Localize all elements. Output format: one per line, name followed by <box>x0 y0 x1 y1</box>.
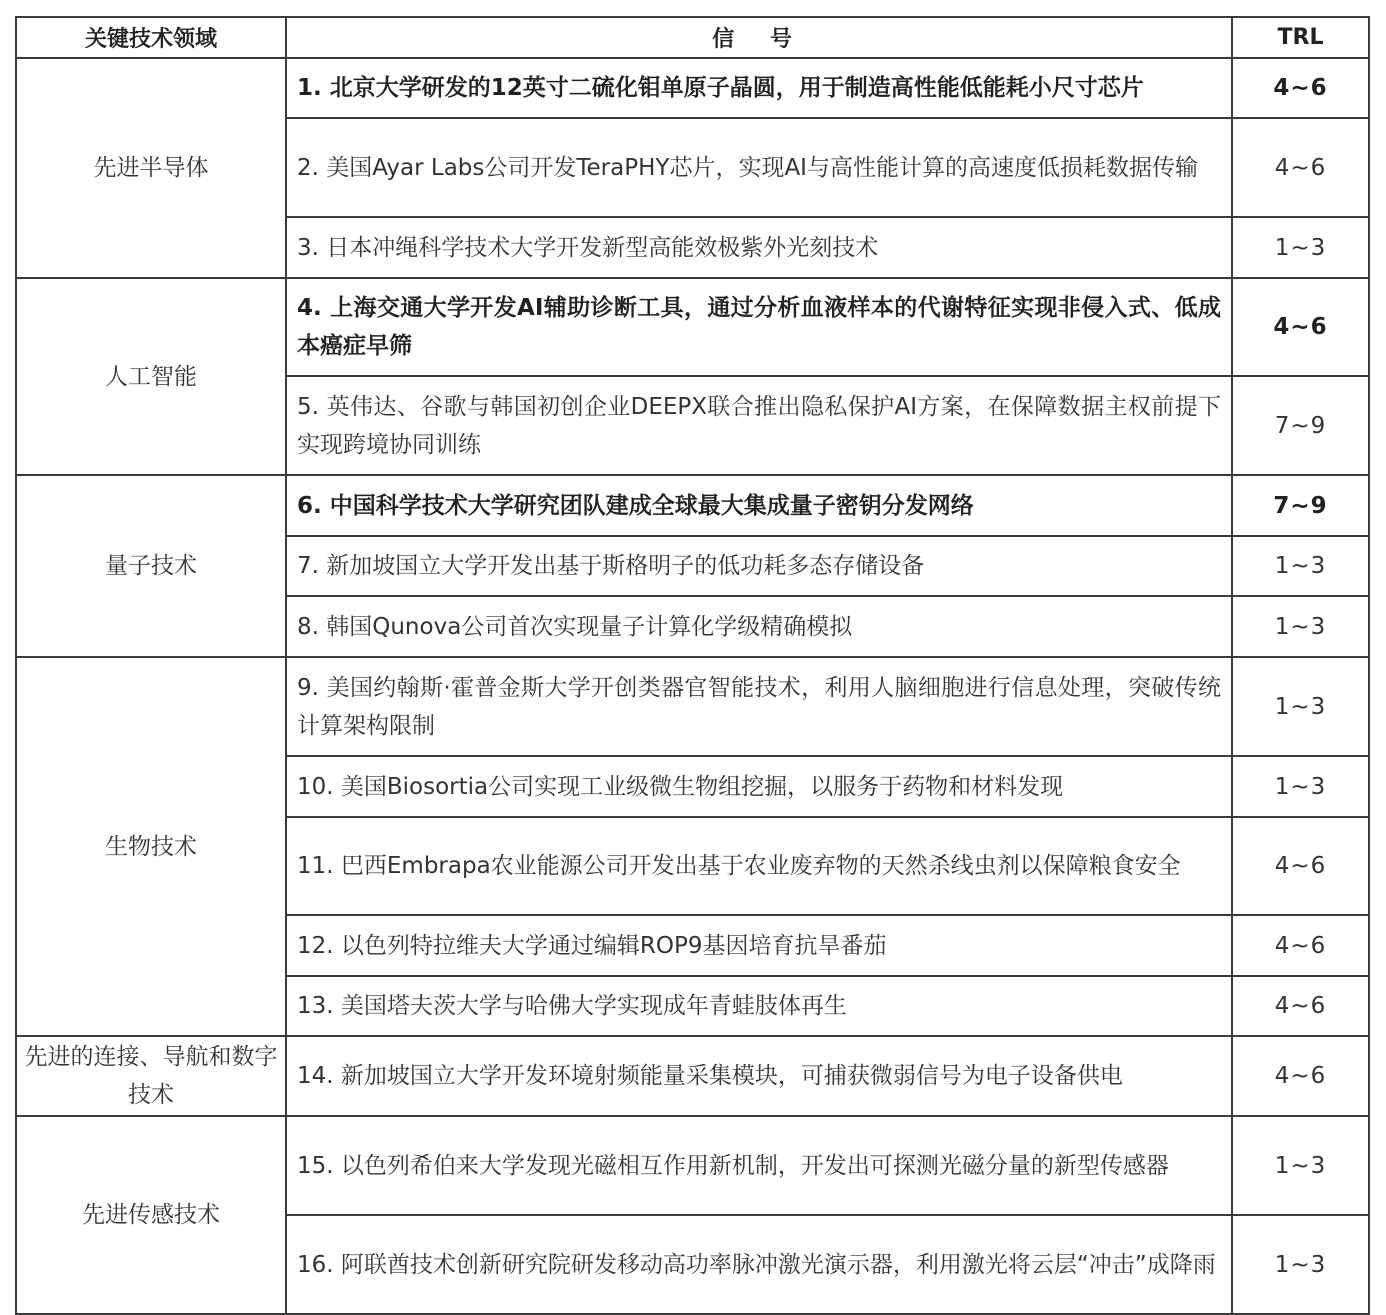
trl-cell: 4~6 <box>1232 915 1369 976</box>
header-trl: TRL <box>1232 17 1369 58</box>
header-domain: 关键技术领域 <box>16 17 286 58</box>
domain-cell: 量子技术 <box>16 475 286 657</box>
table-row <box>16 475 1369 536</box>
signal-cell: 13. 美国塔夫茨大学与哈佛大学实现成年青蛙肢体再生 <box>286 976 1232 1036</box>
signal-cell: 1. 北京大学研发的12英寸二硫化钼单原子晶圆，用于制造高性能低能耗小尺寸芯片 <box>286 58 1232 118</box>
trl-cell: 1~3 <box>1232 1116 1369 1215</box>
signal-cell: 14. 新加坡国立大学开发环境射频能量采集模块，可捕获微弱信号为电子设备供电 <box>286 1036 1232 1116</box>
domain-cell: 人工智能 <box>16 278 286 475</box>
domain-cell: 先进的连接、导航和数字技术 <box>16 1036 286 1116</box>
trl-cell: 1~3 <box>1232 536 1369 596</box>
domain-cell: 先进传感技术 <box>16 1116 286 1314</box>
trl-cell: 7~9 <box>1232 376 1369 475</box>
signal-cell: 5. 英伟达、谷歌与韩国初创企业DEEPX联合推出隐私保护AI方案，在保障数据主权前提下实现跨境协同训练 <box>286 376 1232 475</box>
signal-cell: 4. 上海交通大学开发AI辅助诊断工具，通过分析血液样本的代谢特征实现非侵入式、低成本癌症早筛 <box>286 278 1232 376</box>
signal-cell: 6. 中国科学技术大学研究团队建成全球最大集成量子密钥分发网络 <box>286 475 1232 536</box>
trl-cell: 1~3 <box>1232 657 1369 756</box>
domain-cell: 生物技术 <box>16 657 286 1036</box>
trl-cell: 1~3 <box>1232 217 1369 278</box>
table-row <box>16 657 1369 756</box>
trl-cell: 1~3 <box>1232 1215 1369 1314</box>
header-signal: 信 号 <box>286 17 1232 58</box>
trl-cell: 7~9 <box>1232 475 1369 536</box>
signal-cell: 11. 巴西Embrapa农业能源公司开发出基于农业废弃物的天然杀线虫剂以保障粮食安全 <box>286 817 1232 915</box>
signal-cell: 2. 美国Ayar Labs公司开发TeraPHY芯片，实现AI与高性能计算的高速度低损耗数据传输 <box>286 118 1232 217</box>
signal-cell: 9. 美国约翰斯·霍普金斯大学开创类器官智能技术，利用人脑细胞进行信息处理，突破传统计算架构限制 <box>286 657 1232 756</box>
trl-cell: 4~6 <box>1232 976 1369 1036</box>
trl-cell: 4~6 <box>1232 1036 1369 1116</box>
domain-cell: 先进半导体 <box>16 58 286 278</box>
trl-cell: 4~6 <box>1232 58 1369 118</box>
signal-cell: 8. 韩国Qunova公司首次实现量子计算化学级精确模拟 <box>286 596 1232 657</box>
trl-cell: 1~3 <box>1232 756 1369 817</box>
header-row <box>16 17 1369 58</box>
signal-cell: 16. 阿联酋技术创新研究院研发移动高功率脉冲激光演示器，利用激光将云层“冲击”成降雨 <box>286 1215 1232 1314</box>
signal-cell: 10. 美国Biosortia公司实现工业级微生物组挖掘，以服务于药物和材料发现 <box>286 756 1232 817</box>
table-row <box>16 1116 1369 1215</box>
table-row <box>16 58 1369 118</box>
signal-cell: 3. 日本冲绳科学技术大学开发新型高能效极紫外光刻技术 <box>286 217 1232 278</box>
table-row <box>16 278 1369 376</box>
technology-signal-table <box>15 16 1370 1315</box>
trl-cell: 4~6 <box>1232 278 1369 376</box>
trl-cell: 4~6 <box>1232 817 1369 915</box>
signal-cell: 7. 新加坡国立大学开发出基于斯格明子的低功耗多态存储设备 <box>286 536 1232 596</box>
table-row <box>16 1036 1369 1116</box>
signal-cell: 15. 以色列希伯来大学发现光磁相互作用新机制，开发出可探测光磁分量的新型传感器 <box>286 1116 1232 1215</box>
signal-cell: 12. 以色列特拉维夫大学通过编辑ROP9基因培育抗旱番茄 <box>286 915 1232 976</box>
trl-cell: 1~3 <box>1232 596 1369 657</box>
trl-cell: 4~6 <box>1232 118 1369 217</box>
